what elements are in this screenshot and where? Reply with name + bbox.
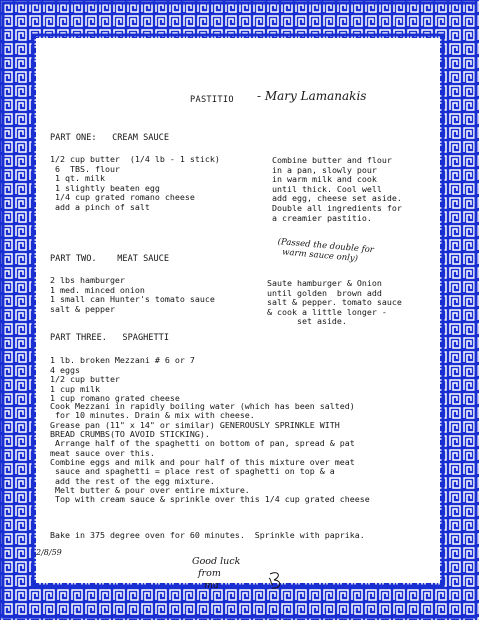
assembly-instructions: Cook Mezzani in rapidly boiling water (which has been salted) for 10 minutes. Drain & mix with cheese. Grease pan (11" x 14" or similar) GENEROUSLY SPRINKLE WITH BREAD CRUMBS(TO AVOID STICKING). Arrange half of the spaghetti on bottom of pan, spread & pat meat sauce over this. Combine eggs and milk and pour half of this mixture over meat sauce and spaghetti = place rest of spaghetti on top & a add the rest of the egg mixture. Melt butter & pour over entire mixture. Top with cream sauce & sprinkle over this 1/4 cup grated cheese — [50, 401, 370, 505]
signature-flourish-icon — [266, 570, 286, 592]
author-handwriting: - Mary Lamanakis — [257, 89, 367, 103]
part-one-handwritten-note: (Passed the double for warm sauce only) — [276, 237, 375, 264]
recipe-sheet — [36, 38, 440, 591]
part-two-heading: PART TWO. MEAT SAUCE — [50, 254, 169, 264]
part-one-ingredients: 1/2 cup butter (1/4 lb - 1 stick) 6 TBS. flour 1 qt. milk 1 slightly beaten egg 1/4 cup grated romano cheese add a pinch of salt — [50, 154, 220, 212]
handwritten-signature: Good luck from ma — [192, 556, 241, 591]
part-two-ingredients: 2 lbs hamburger 1 med. minced onion 1 small can Hunter's tomato sauce salt & pepper — [50, 275, 215, 314]
part-three-ingredients: 1 lb. broken Mezzani # 6 or 7 4 eggs 1/2 cup butter 1 cup milk 1 cup romano grated cheese — [50, 355, 195, 404]
recipe-title: PASTITIO — [190, 95, 234, 105]
part-one-heading: PART ONE: CREAM SAUCE — [50, 133, 169, 143]
part-two-directions: Saute hamburger & Onion until golden brown add salt & pepper. tomato sauce & cook a little longer - set aside. — [267, 278, 402, 327]
bake-instructions: Bake in 375 degree oven for 60 minutes. Sprinkle with paprika. — [50, 530, 365, 540]
part-one-directions: Combine butter and flour in a pan, slowly pour in warm milk and cook until thick. Cool well add egg, cheese set aside. Double all ingredients for a creamier pastitio. — [272, 155, 402, 223]
part-three-heading: PART THREE. SPAGHETTI — [50, 333, 169, 343]
handwritten-date: 2/8/59 — [36, 548, 62, 557]
